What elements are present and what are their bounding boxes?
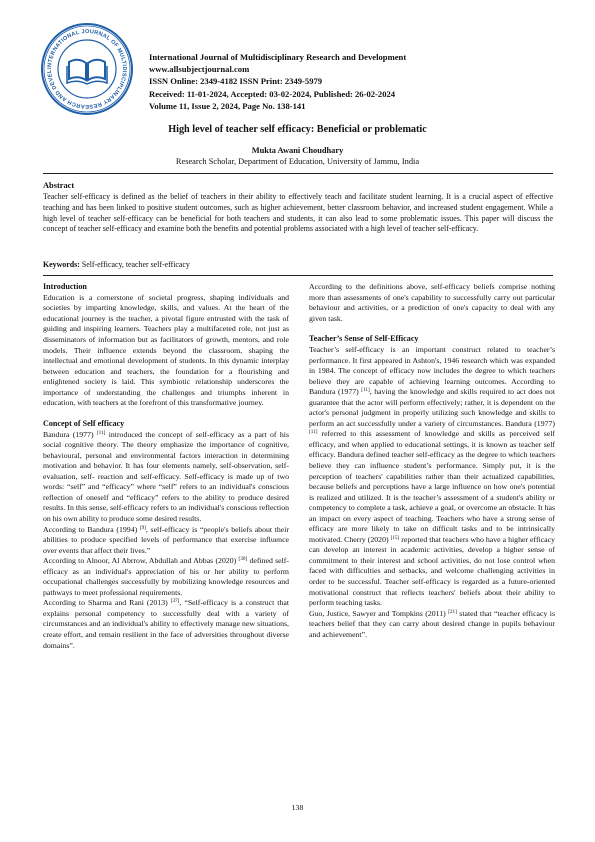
paper-title: High level of teacher self efficacy: Beneficial or problematic bbox=[168, 124, 427, 135]
tsse-paragraph-2: Guo, Justice, Sawyer and Tompkins (2011) [21] stated that “teacher efficacy is teachers belief that they can carry about desired change in pupils behaviour and achievement”. bbox=[309, 608, 556, 639]
introduction-text: Education is a cornerstone of societal progress, shaping individuals and societies by imparting knowledge, skills, and values. At the heart of the educational journey is the teacher, a pivotal figure entrusted with the task of guiding and inspiring learners. Teachers play a multifaceted role, not just as disseminators of information but as facilitators of growth, mentors, and role models. Their influence extends beyond the classroom, shaping the intellectual and emotional development of students. In this dynamic interplay between education and teachers, the foundation for a flourishing and enlightened society is laid. This symbiotic relationship underscores the importance of understanding the challenges and triumphs inherent in education, with teachers at the forefront of this transformative journey. bbox=[43, 292, 289, 408]
journal-seal bbox=[40, 22, 134, 116]
logo-ring-text: INTERNATIONAL JOURNAL OF MULTIDISCIPLINARY RESEARCH AND DEVEL bbox=[46, 28, 128, 110]
journal-issn: ISSN Online: 2349-4182 ISSN Print: 2349-5979 bbox=[149, 76, 323, 87]
abstract-text: Teacher self-efficacy is defined as the belief of teachers in their ability to effectively teach and facilitate student learning. It is a crucial aspect of effective teaching and has been linked to positive student outcomes, such as higher achievement, better classroom behavior, and increased student engagement. While a high level of teacher self-efficacy can be beneficial for both teachers and students, it can also lead to some problematic issues. This paper will discuss the concept of teacher self-efficacy and examine both the benefits and potential problems associated with a high level of teacher self-efficacy. bbox=[43, 192, 553, 234]
journal-volume: Volume 11, Issue 2, 2024, Page No. 138-141 bbox=[149, 100, 306, 111]
journal-info bbox=[149, 51, 569, 112]
paper-author: Mukta Awani Choudhary bbox=[251, 146, 344, 155]
open-book-icon bbox=[67, 60, 107, 84]
journal-website: www.allsubjectjournal.com bbox=[149, 64, 250, 75]
definitions-summary: According to the definitions above, self-efficacy beliefs comprise nothing more than assessments of one's capability to successfully carry out particular behaviour and activities, or a prediction of one's capacity to deal with any given task. bbox=[309, 282, 555, 323]
tsse-heading: Teacher’s Sense of Self-Efficacy bbox=[309, 334, 419, 344]
journal-logo bbox=[40, 22, 134, 116]
journal-name: International Journal of Multidisciplinary Research and Development bbox=[149, 52, 407, 62]
concept-paragraph-1: Bandura (1977) [11] introduced the concept of self-efficacy as a part of his social cognitive theory. The theory emphasize the importance of cognitive, behavioural, personal and environmental factors interaction in determining motivation and behavior. It has four elements namely, self-observation, self-evaluation, self- reaction and self-efficacy. Self-efficacy is made up of two words: “self” and “efficacy” where “self” refers to an individual's conscious reflection of oneself and “efficacy” refers to the ability to produce desired results. In this sense, self-efficacy refers to an individual's conscious reflection on his own ability to produce some desired results. bbox=[43, 429, 289, 523]
citation: [30] bbox=[238, 556, 248, 563]
keywords-label: Keywords: bbox=[43, 260, 80, 269]
citation: [11] bbox=[96, 429, 106, 436]
concept-paragraph-4: According to Sharma and Rani (2013) [37], “Self-efficacy is a construct that explains personal competency to successfully deal with a variety of circumstances and an individual's ability to effectively manage new situations, create effort, and remain resilient in the face of adversities throughout diverse domains”. bbox=[43, 598, 289, 650]
citation: [11] bbox=[309, 429, 318, 436]
author-affiliation: Research Scholar, Department of Education, University of Jammu, India bbox=[175, 157, 420, 166]
journal-dates: Received: 11-01-2024, Accepted: 03-02-2024, Published: 26-02-2024 bbox=[149, 88, 396, 99]
citation: [37] bbox=[170, 598, 180, 605]
abstract-heading: Abstract bbox=[43, 181, 75, 190]
introduction-heading: Introduction bbox=[43, 282, 87, 291]
left-column bbox=[43, 282, 289, 651]
tsse-paragraph-1: Teacher’s self-efficacy is an important construct related to teacher’s performance. It first appeared in Ashton's, 1946 research which was expanded in 1984. The concept of efficacy now includes the degree to which teachers believe they are capable of achieving learning outcomes. According to Bandura (1977) [11], having the knowledge and skills required to act does not guarantee that the actor will perform effectively; rather, it is dependent on the actor's personal judgment in properly utilizing such knowledge and skills to perform an act successfully under a variety of circumstances. Bandura (1977) [11] referred to this assessment of knowledge and skills as perceived self efficacy, and when applied to educational settings, it is known as teacher self efficacy. Bandura defined teacher self-efficacy as the degree to which teachers believe they can influence student’s performance. Simply put, it is the perception of teachers' capabilities rather than their actualized capabilities, because beliefs and perceptions have a large influence on how one's potential is realized and utilized. It is the teacher’s assessment of a student's ability or competency to complete a task, achieve a goal, or overcome an obstacle. It has an impact on every aspect of teaching. Teachers who have a strong sense of efficacy are more likely to take on difficult tasks and to be intrinsically motivated. Cherry (2020) [15] reported that teachers who have a higher efficacy can develop an interest in academic activities, develop a higher sense of commitment to their interest and school activities, do not lose control when faced with difficulties and setbacks, and welcome challenging activities in order to be successful. Teacher self-efficacy is regarded as a future-oriented motivational construct that reflects teachers' beliefs about their ability to perform teaching tasks. bbox=[309, 344, 555, 608]
keywords bbox=[43, 260, 553, 269]
concept-paragraph-2: According to Bandura (1994) [9], self-efficacy is “people's beliefs about their abilities to produce specified levels of performance that exercise influence over events that affect their lives.” bbox=[43, 524, 289, 555]
page-number: 138 bbox=[291, 803, 304, 812]
keywords-text: Self-efficacy, teacher self-efficacy bbox=[81, 260, 190, 269]
citation: [9] bbox=[139, 524, 146, 531]
citation: [21] bbox=[448, 608, 457, 615]
divider-body bbox=[43, 275, 553, 276]
citation: [15] bbox=[390, 534, 400, 541]
concept-paragraph-3: According to Alnoor, Al Abrrow, Abdullah and Abbas (2020) [30] defined self-efficacy as an individual's appreciation of his or her ability to perform occupational challenges successfully by mobilizing knowledge resources and pathways to meet professional requirements. bbox=[43, 556, 289, 597]
citation: [11] bbox=[361, 387, 370, 394]
concept-heading: Concept of Self efficacy bbox=[43, 418, 125, 428]
right-column bbox=[309, 282, 555, 640]
divider-top bbox=[43, 173, 553, 174]
